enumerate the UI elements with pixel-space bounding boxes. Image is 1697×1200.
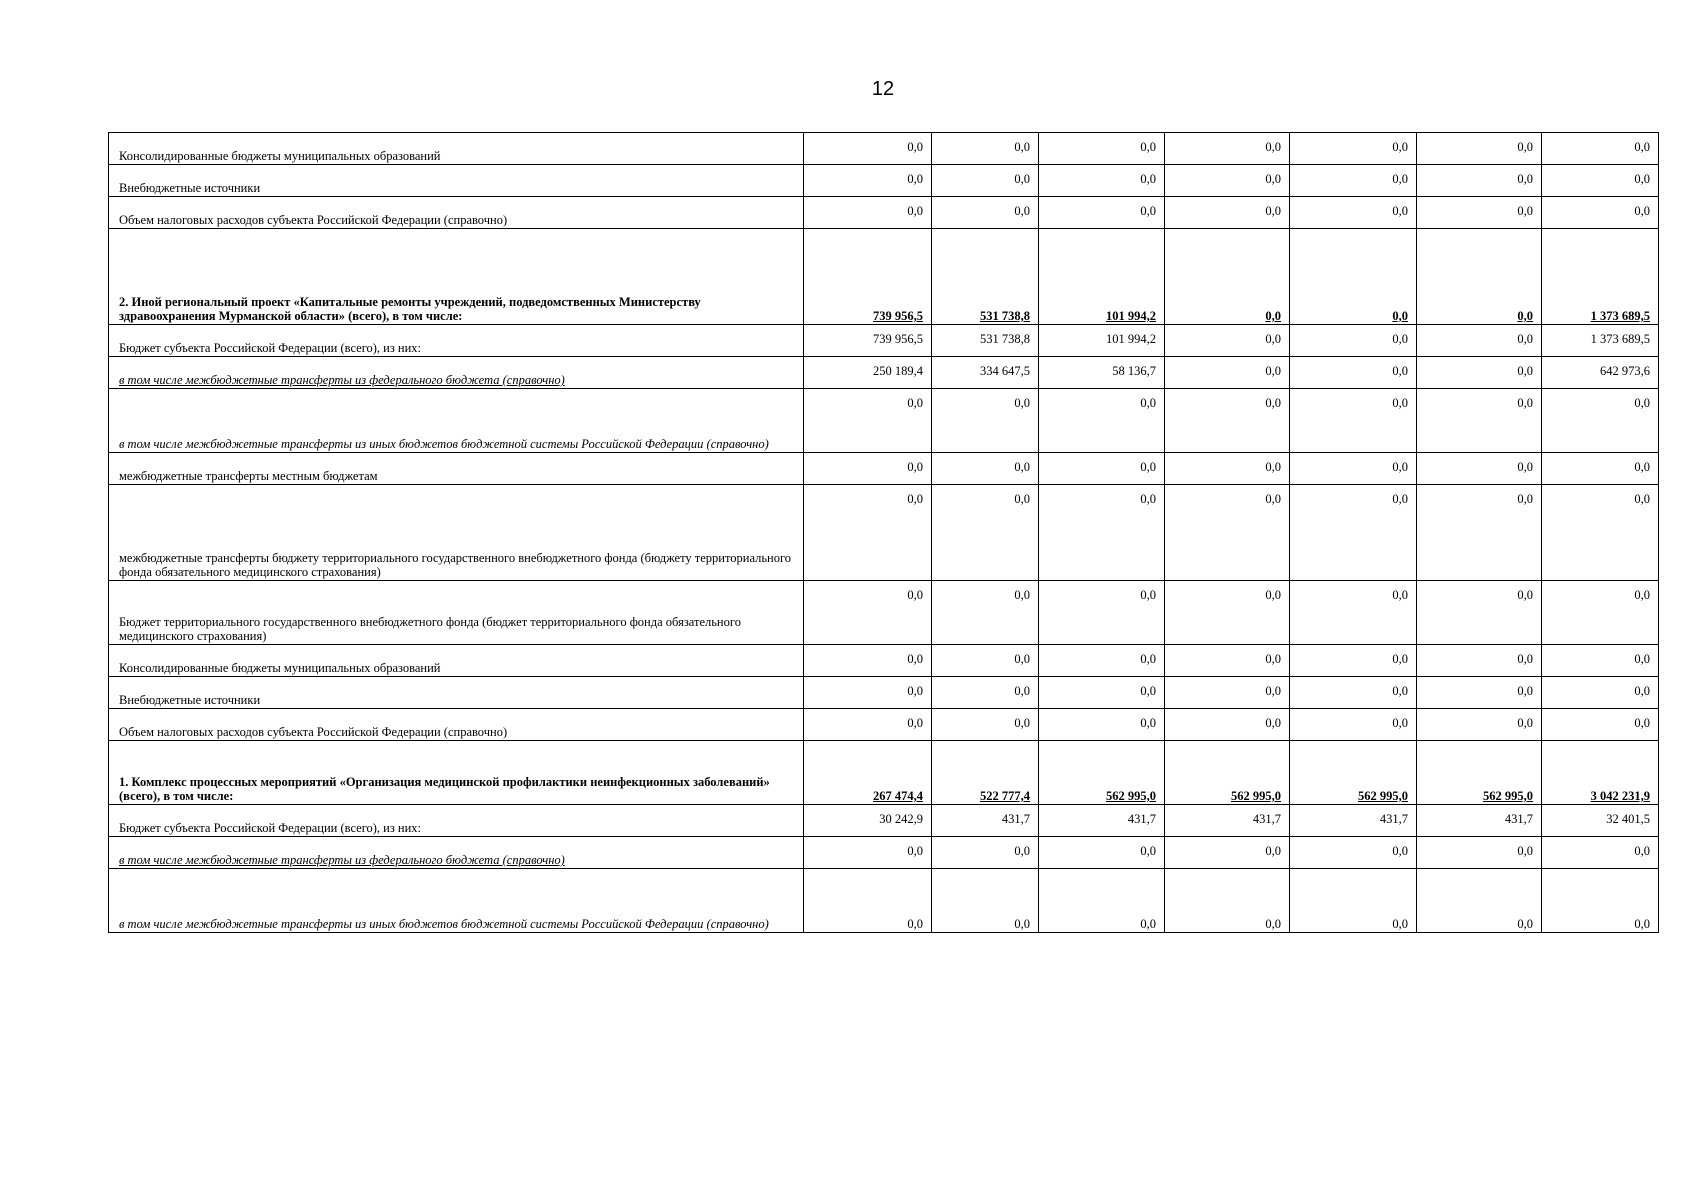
value-cell: 0,0 <box>1290 453 1417 485</box>
table-row <box>109 741 1659 805</box>
value-cell: 0,0 <box>804 165 932 197</box>
value-cell: 0,0 <box>1039 677 1165 709</box>
value-cell: 0,0 <box>1165 677 1290 709</box>
value-cell: 0,0 <box>1417 453 1542 485</box>
table-row <box>109 389 1659 453</box>
value-cell: 0,0 <box>1165 229 1290 325</box>
value-cell: 0,0 <box>1165 197 1290 229</box>
value-cell: 0,0 <box>1290 357 1417 389</box>
value-cell: 0,0 <box>804 453 932 485</box>
value-cell: 0,0 <box>1165 645 1290 677</box>
value-cell: 0,0 <box>1542 709 1659 741</box>
table-row <box>109 453 1659 485</box>
value-cell: 0,0 <box>804 709 932 741</box>
table-row <box>109 837 1659 869</box>
row-label: в том числе межбюджетные трансферты из иных бюджетов бюджетной системы Российской Федерации (справочно) <box>109 869 804 933</box>
value-cell: 739 956,5 <box>804 325 932 357</box>
value-cell: 0,0 <box>932 581 1039 645</box>
value-cell: 0,0 <box>1542 453 1659 485</box>
value-cell: 32 401,5 <box>1542 805 1659 837</box>
value-cell: 101 994,2 <box>1039 325 1165 357</box>
value-cell: 0,0 <box>1039 709 1165 741</box>
value-cell: 0,0 <box>1165 133 1290 165</box>
value-cell: 0,0 <box>1290 837 1417 869</box>
value-cell: 0,0 <box>932 709 1039 741</box>
value-cell: 0,0 <box>1165 165 1290 197</box>
value-cell: 0,0 <box>1039 197 1165 229</box>
table-row <box>109 357 1659 389</box>
table-row <box>109 197 1659 229</box>
value-cell: 58 136,7 <box>1039 357 1165 389</box>
value-cell: 0,0 <box>1039 485 1165 581</box>
value-cell: 0,0 <box>1039 837 1165 869</box>
value-cell: 0,0 <box>1542 133 1659 165</box>
value-cell: 101 994,2 <box>1039 229 1165 325</box>
value-cell: 0,0 <box>932 485 1039 581</box>
row-label: Внебюджетные источники <box>109 677 804 709</box>
table-row <box>109 869 1659 933</box>
value-cell: 0,0 <box>804 677 932 709</box>
value-cell: 0,0 <box>1165 869 1290 933</box>
table-row <box>109 165 1659 197</box>
value-cell: 0,0 <box>1165 709 1290 741</box>
table-row <box>109 325 1659 357</box>
value-cell: 0,0 <box>1542 165 1659 197</box>
row-label: Бюджет субъекта Российской Федерации (всего), из них: <box>109 325 804 357</box>
row-label: в том числе межбюджетные трансферты из федерального бюджета (справочно) <box>109 837 804 869</box>
value-cell: 0,0 <box>1290 197 1417 229</box>
value-cell: 0,0 <box>1417 485 1542 581</box>
value-cell: 0,0 <box>804 645 932 677</box>
row-label: межбюджетные трансферты бюджету территориального государственного внебюджетного фонда (бюджету территориального фонда обязательного медицинского страхования) <box>109 485 804 581</box>
value-cell: 0,0 <box>1417 709 1542 741</box>
value-cell: 0,0 <box>1165 837 1290 869</box>
value-cell: 562 995,0 <box>1417 741 1542 805</box>
row-label: 2. Иной региональный проект «Капитальные ремонты учреждений, подведомственных Министерству здравоохранения Мурманской области» (всего), в том числе: <box>109 229 804 325</box>
value-cell: 431,7 <box>1165 805 1290 837</box>
value-cell: 0,0 <box>932 165 1039 197</box>
value-cell: 0,0 <box>804 837 932 869</box>
value-cell: 0,0 <box>1039 869 1165 933</box>
table-row <box>109 485 1659 581</box>
value-cell: 431,7 <box>1039 805 1165 837</box>
row-label: Консолидированные бюджеты муниципальных образований <box>109 133 804 165</box>
row-label: в том числе межбюджетные трансферты из иных бюджетов бюджетной системы Российской Федерации (справочно) <box>109 389 804 453</box>
value-cell: 562 995,0 <box>1290 741 1417 805</box>
row-label: Объем налоговых расходов субъекта Российской Федерации (справочно) <box>109 709 804 741</box>
table-row <box>109 133 1659 165</box>
value-cell: 739 956,5 <box>804 229 932 325</box>
row-label: Бюджет территориального государственного внебюджетного фонда (бюджет территориального фонда обязательного медицинского страхования) <box>109 581 804 645</box>
value-cell: 0,0 <box>1417 229 1542 325</box>
value-cell: 0,0 <box>1290 165 1417 197</box>
row-label: в том числе межбюджетные трансферты из федерального бюджета (справочно) <box>109 357 804 389</box>
value-cell: 0,0 <box>1165 453 1290 485</box>
value-cell: 0,0 <box>1542 869 1659 933</box>
value-cell: 0,0 <box>1039 645 1165 677</box>
value-cell: 0,0 <box>1290 709 1417 741</box>
value-cell: 0,0 <box>1417 389 1542 453</box>
table-row <box>109 709 1659 741</box>
budget-table <box>108 132 1659 933</box>
value-cell: 0,0 <box>1290 869 1417 933</box>
value-cell: 0,0 <box>804 869 932 933</box>
value-cell: 1 373 689,5 <box>1542 229 1659 325</box>
value-cell: 0,0 <box>1417 837 1542 869</box>
value-cell: 0,0 <box>1417 869 1542 933</box>
value-cell: 0,0 <box>1165 485 1290 581</box>
value-cell: 0,0 <box>932 453 1039 485</box>
row-label: Объем налоговых расходов субъекта Российской Федерации (справочно) <box>109 197 804 229</box>
value-cell: 0,0 <box>1290 485 1417 581</box>
value-cell: 642 973,6 <box>1542 357 1659 389</box>
value-cell: 250 189,4 <box>804 357 932 389</box>
value-cell: 3 042 231,9 <box>1542 741 1659 805</box>
page-number: 12 <box>871 78 895 100</box>
value-cell: 0,0 <box>1417 197 1542 229</box>
value-cell: 0,0 <box>1542 581 1659 645</box>
value-cell: 431,7 <box>932 805 1039 837</box>
value-cell: 0,0 <box>1542 197 1659 229</box>
value-cell: 0,0 <box>1290 133 1417 165</box>
value-cell: 0,0 <box>1542 389 1659 453</box>
value-cell: 0,0 <box>804 133 932 165</box>
value-cell: 0,0 <box>1417 357 1542 389</box>
table-row <box>109 581 1659 645</box>
value-cell: 0,0 <box>1165 389 1290 453</box>
value-cell: 0,0 <box>804 485 932 581</box>
table-row <box>109 229 1659 325</box>
value-cell: 0,0 <box>932 133 1039 165</box>
value-cell: 531 738,8 <box>932 229 1039 325</box>
value-cell: 0,0 <box>1290 325 1417 357</box>
value-cell: 0,0 <box>932 837 1039 869</box>
value-cell: 0,0 <box>1417 325 1542 357</box>
value-cell: 562 995,0 <box>1039 741 1165 805</box>
value-cell: 522 777,4 <box>932 741 1039 805</box>
value-cell: 431,7 <box>1290 805 1417 837</box>
row-label: Бюджет субъекта Российской Федерации (всего), из них: <box>109 805 804 837</box>
value-cell: 0,0 <box>1290 645 1417 677</box>
value-cell: 0,0 <box>1039 389 1165 453</box>
value-cell: 0,0 <box>804 197 932 229</box>
value-cell: 0,0 <box>1417 677 1542 709</box>
value-cell: 0,0 <box>804 389 932 453</box>
value-cell: 0,0 <box>932 197 1039 229</box>
value-cell: 0,0 <box>1542 485 1659 581</box>
value-cell: 0,0 <box>1417 133 1542 165</box>
row-label: 1. Комплекс процессных мероприятий «Организация медицинской профилактики неинфекционных заболеваний» (всего), в том числе: <box>109 741 804 805</box>
value-cell: 0,0 <box>932 677 1039 709</box>
row-label: межбюджетные трансферты местным бюджетам <box>109 453 804 485</box>
value-cell: 1 373 689,5 <box>1542 325 1659 357</box>
value-cell: 0,0 <box>1417 581 1542 645</box>
row-label: Консолидированные бюджеты муниципальных образований <box>109 645 804 677</box>
table-row <box>109 645 1659 677</box>
value-cell: 30 242,9 <box>804 805 932 837</box>
value-cell: 334 647,5 <box>932 357 1039 389</box>
value-cell: 0,0 <box>932 869 1039 933</box>
value-cell: 0,0 <box>1165 325 1290 357</box>
value-cell: 0,0 <box>932 389 1039 453</box>
value-cell: 531 738,8 <box>932 325 1039 357</box>
value-cell: 0,0 <box>1039 133 1165 165</box>
value-cell: 0,0 <box>1039 453 1165 485</box>
table-row <box>109 677 1659 709</box>
value-cell: 0,0 <box>1290 389 1417 453</box>
value-cell: 0,0 <box>1290 229 1417 325</box>
value-cell: 0,0 <box>1165 357 1290 389</box>
value-cell: 0,0 <box>1290 581 1417 645</box>
value-cell: 0,0 <box>1417 165 1542 197</box>
value-cell: 267 474,4 <box>804 741 932 805</box>
value-cell: 0,0 <box>804 581 932 645</box>
value-cell: 0,0 <box>1417 645 1542 677</box>
value-cell: 0,0 <box>1542 677 1659 709</box>
value-cell: 0,0 <box>1039 165 1165 197</box>
value-cell: 0,0 <box>1542 837 1659 869</box>
row-label: Внебюджетные источники <box>109 165 804 197</box>
table-row <box>109 805 1659 837</box>
value-cell: 0,0 <box>1165 581 1290 645</box>
value-cell: 0,0 <box>1542 645 1659 677</box>
value-cell: 431,7 <box>1417 805 1542 837</box>
value-cell: 0,0 <box>1039 581 1165 645</box>
value-cell: 0,0 <box>1290 677 1417 709</box>
value-cell: 562 995,0 <box>1165 741 1290 805</box>
value-cell: 0,0 <box>932 645 1039 677</box>
